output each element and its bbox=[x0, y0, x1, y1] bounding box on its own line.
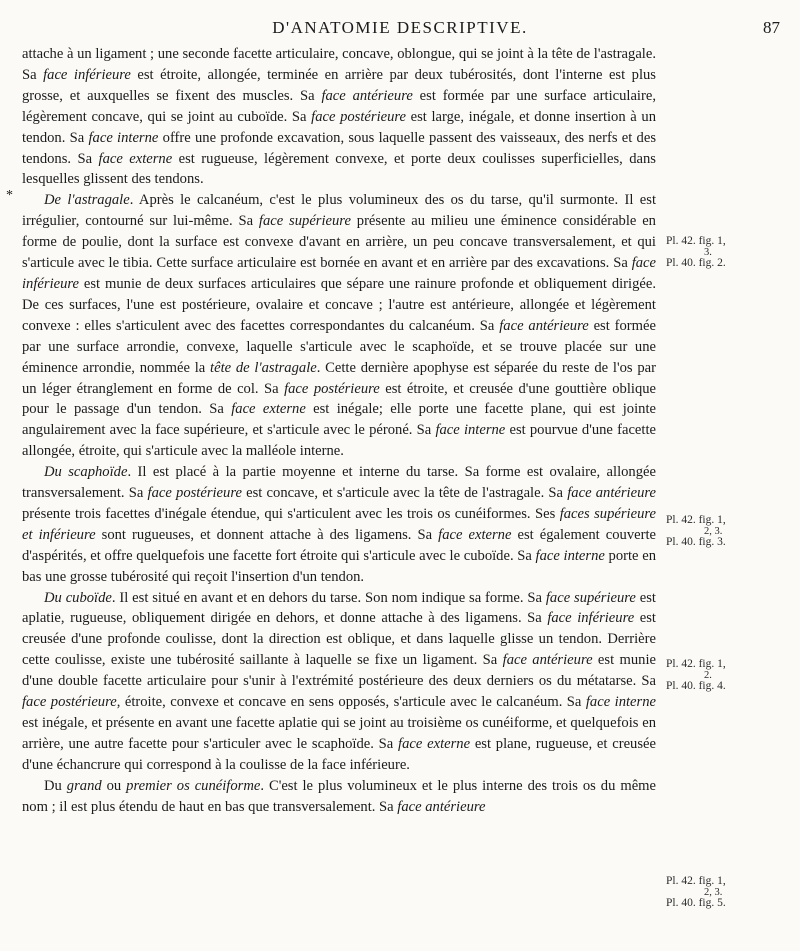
paragraph-scaphoide bbox=[22, 462, 656, 587]
text-run: . Il est placé à la partie moyenne et interne du tarse. Sa forme est ovalaire, allongée transversalement. Sa bbox=[22, 464, 656, 502]
italic-term: Du cuboïde bbox=[44, 589, 112, 606]
margin-note-line: Pl. 40. fig. 5. bbox=[666, 897, 726, 909]
text-run: porte en bas une grosse tubérosité qui reçoit l'insertion d'un tendon. bbox=[22, 547, 656, 585]
text-run: , étroite, convexe et concave en sens opposés, s'articule avec le calcanéum. Sa bbox=[116, 694, 586, 711]
italic-term: Du scaphoïde bbox=[44, 464, 128, 481]
italic-term: tête de l'astragale bbox=[210, 359, 317, 376]
margin-note-astragale bbox=[666, 235, 796, 270]
text-run: est munie d'une double facette articulaire pour s'unir à l'extrémité postérieure des deux derniers os du métatarse. Sa bbox=[22, 652, 656, 690]
text-run: présente trois facettes d'inégale étendue, qui s'articulent avec les trois os cunéiformes. Ses bbox=[22, 505, 560, 522]
italic-term: grand bbox=[66, 777, 102, 794]
margin-note-line: Pl. 42. fig. 1, bbox=[666, 514, 726, 526]
paragraph-astragale bbox=[22, 190, 656, 462]
text-run: sont rugueuses, et donnent attache à des ligamens. Sa bbox=[95, 526, 439, 543]
text-run: . Après le calcanéum, c'est le plus volumineux des os du tarse, qu'il surmonte. Il est irrégulier, contourné sur lui-même. Sa bbox=[22, 192, 656, 230]
text-run: est inégale, et présente en avant une facette aplatie qui se joint au troisième os cunéiforme, et quelquefois en arrière, une autre facette pour s'articuler avec le scaphoïde. Sa bbox=[22, 715, 656, 752]
text-run: est concave, et s'articule avec la tête de l'astragale. Sa bbox=[241, 485, 568, 502]
page-number: 87 bbox=[763, 18, 780, 37]
italic-term: face externe bbox=[398, 735, 471, 752]
italic-term: face inférieure bbox=[43, 66, 131, 83]
text-run: présente au milieu une éminence considérable en forme de poulie, dont la surface est convexe d'avant en arrière, un peu concave transversalement, et qui s'articule avec le tibia. Cette surface articulaire est bornée en avant et en arrière par des excavations. Sa bbox=[22, 213, 656, 272]
margin-note-sub: 2, 3. bbox=[704, 526, 723, 537]
text-run: attache à un ligament ; une seconde facette articulaire, concave, oblongue, qui se joint à la tête de l'astragale. Sa bbox=[22, 46, 656, 83]
text-run: . Cette dernière apophyse est séparée du reste de l'os par un léger étranglement en forme de col. Sa bbox=[22, 359, 656, 397]
running-title: D'ANATOMIE DESCRIPTIVE. bbox=[272, 18, 528, 37]
italic-term: face postérieure bbox=[284, 380, 380, 397]
italic-term: face antérieure bbox=[567, 485, 656, 502]
italic-term: face interne bbox=[585, 694, 656, 711]
text-run: . Il est situé en avant et en dehors du tarse. Son nom indique sa forme. Sa bbox=[111, 589, 546, 606]
paragraph-cuboide bbox=[22, 588, 656, 776]
margin-note-line: Pl. 40. fig. 3. bbox=[666, 536, 726, 548]
text-run: est plane, rugueuse, et creusée d'une échancrure qui correspond à la coulisse de la face inférieure. bbox=[22, 735, 656, 773]
text-run: est munie de deux surfaces articulaires que sépare une rainure profonde et obliquement dirigée. De ces surfaces, l'une est postérieure, ovalaire et concave ; l'autre est antérieure, allongée et légèrement convexe : elles s'articulent avec des facettes correspondantes du calcanéum. Sa bbox=[22, 275, 656, 334]
text-run: ou bbox=[101, 777, 127, 794]
text-run: est formée par une surface articulaire, légèrement concave, qui se joint au cuboïde. Sa bbox=[22, 87, 656, 125]
text-run: . C'est le plus volumineux et le plus interne des trois os du même nom ; il est plus étendu de haut en bas que transversalement. Sa bbox=[22, 777, 656, 815]
paragraph-calcaneum-end bbox=[22, 44, 656, 190]
text-run: est rugueuse, légèrement convexe, et porte deux coulisses superficielles, dans lesquelles glissent des tendons. bbox=[22, 150, 656, 188]
italic-term: face interne bbox=[88, 129, 159, 146]
text-run: est pourvue d'une facette allongée, étroite, qui s'articule avec la malléole interne. bbox=[22, 422, 656, 460]
italic-term: face postérieure bbox=[22, 694, 117, 711]
text-run: Du bbox=[44, 777, 67, 794]
text-run: est large, inégale, et donne insertion à un tendon. Sa bbox=[22, 108, 656, 146]
text-run: offre une profonde excavation, sous laquelle passent des vaisseaux, des nerfs et des tendons. Sa bbox=[22, 129, 656, 167]
text-run: est également couverte d'aspérités, et offre quelquefois une facette fort étroite qui s'articule avec le cuboïde. Sa bbox=[22, 526, 656, 564]
margin-note-sub: 2, 3. bbox=[704, 887, 723, 898]
text-run: est creusée d'une profonde coulisse, dont la direction est oblique, et dans laquelle glisse un tendon. Derrière cette coulisse, existe une tubérosité saillante à laquelle se fixe un ligament. Sa bbox=[22, 610, 656, 669]
margin-mark-icon: * bbox=[6, 188, 13, 203]
text-run: est étroite, allongée, terminée en arrière par deux tubérosités, dont l'interne est plus grosse, et auxquelles se fixent des muscles. Sa bbox=[22, 66, 656, 104]
italic-term: face antérieure bbox=[321, 87, 413, 104]
italic-term: face antérieure bbox=[499, 317, 589, 334]
body-text bbox=[22, 44, 656, 818]
italic-term: face antérieure bbox=[397, 798, 486, 815]
italic-term: face antérieure bbox=[502, 652, 593, 669]
italic-term: faces supérieure et inférieure bbox=[22, 505, 656, 543]
italic-term: face supérieure bbox=[545, 589, 636, 606]
italic-term: face inférieure bbox=[547, 610, 635, 627]
italic-term: premier os cunéiforme bbox=[126, 777, 261, 794]
italic-term: face interne bbox=[535, 547, 605, 564]
italic-term: face externe bbox=[231, 401, 306, 418]
text-run: est inégale; elle porte une facette plane, qui est jointe angulairement avec la face supérieure, et s'articule avec le péroné. Sa bbox=[22, 401, 656, 439]
text-run: est étroite, et creusée d'une gouttière oblique pour le passage d'un tendon. Sa bbox=[22, 380, 657, 418]
text-run: est aplatie, rugueuse, obliquement dirigée en dehors, et donne attache à des ligamens. Sa bbox=[22, 589, 656, 627]
paragraph-cuneiforme bbox=[22, 776, 656, 818]
margin-note-line: Pl. 40. fig. 4. bbox=[666, 680, 726, 692]
margin-note-cuneiforme bbox=[666, 875, 796, 910]
running-header bbox=[20, 6, 780, 37]
margin-note-scaphoide bbox=[666, 514, 796, 549]
margin-note-line: Pl. 42. fig. 1, bbox=[666, 875, 726, 887]
italic-term: face interne bbox=[435, 422, 506, 439]
margin-note-line: Pl. 40. fig. 2. bbox=[666, 257, 726, 269]
margin-note-cuboide bbox=[666, 658, 796, 693]
italic-term: face postérieure bbox=[311, 108, 407, 125]
italic-term: face supérieure bbox=[258, 213, 351, 230]
italic-term: face inférieure bbox=[22, 255, 656, 292]
margin-note-line: Pl. 42. fig. 1, bbox=[666, 658, 726, 670]
italic-term: De l'astragale bbox=[44, 192, 130, 209]
margin-note-sub: 2. bbox=[704, 670, 712, 681]
italic-term: face postérieure bbox=[147, 485, 242, 502]
italic-term: face externe bbox=[438, 526, 512, 543]
text-run: est formée par une surface arrondie, convexe, laquelle s'articule avec le scaphoïde, et se trouve placée sur une éminence arrondie, nommée la bbox=[22, 317, 656, 376]
margin-note-sub: 3. bbox=[704, 247, 712, 258]
margin-note-line: Pl. 42. fig. 1, bbox=[666, 235, 726, 247]
italic-term: face externe bbox=[98, 150, 173, 167]
